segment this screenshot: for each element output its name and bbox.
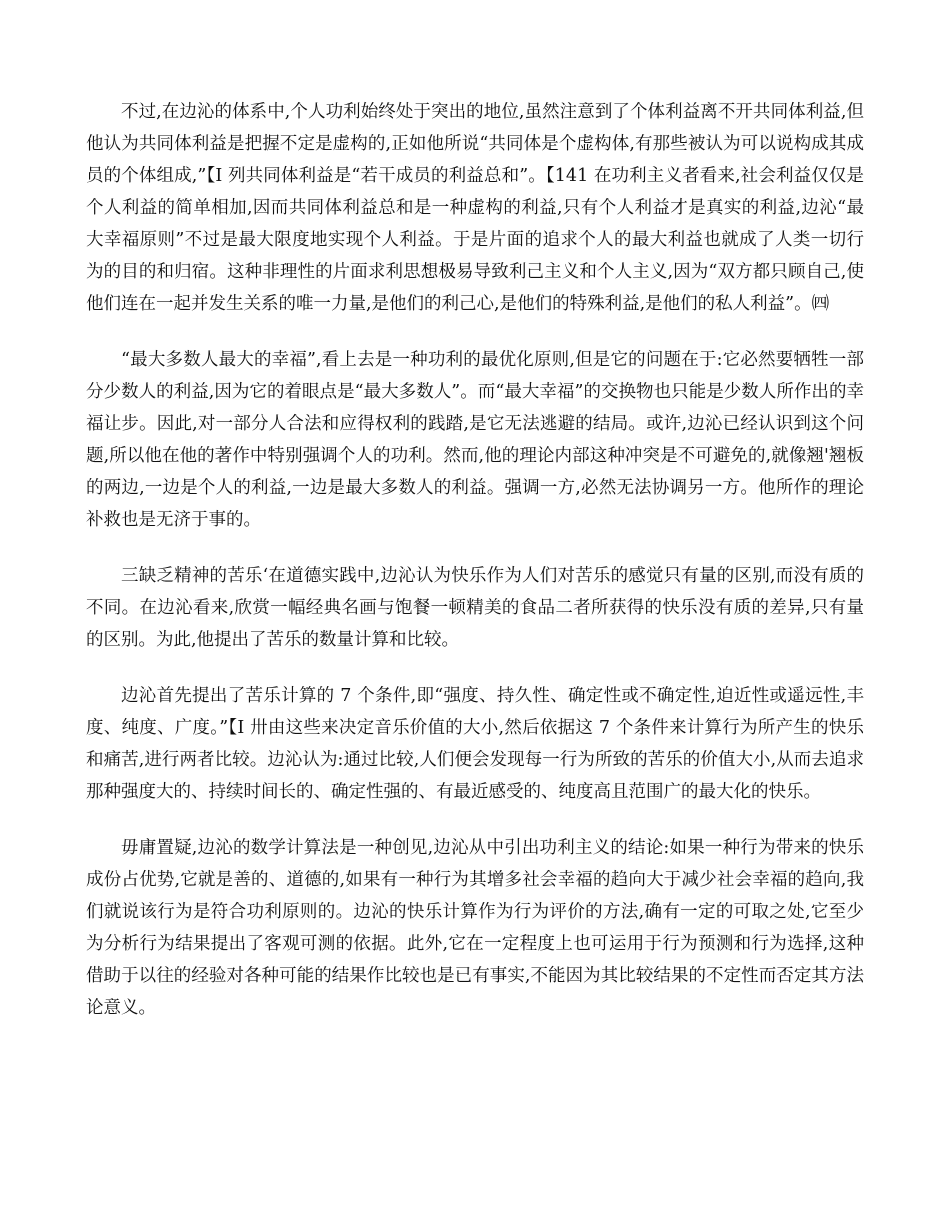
paragraph-individual-utility: 不过,在边沁的体系中,个人功利始终处于突出的地位,虽然注意到了个体利益离不开共同体利益,但他认为共同体利益是把握不定是虚构的,正如他所说“共同体是个虚构体,有那些被认为可以说构成其成员的个体组成,”【I 列共同体利益是“若干成员的利益总和”。【141 在功利主义者看来,社会利益仅仅是个人利益的简单相加,因而共同体利益总和是一种虚构的利益,只有个人利益才是真实的利益,边沁“最大幸福原则”不过是最大限度地实现个人利益。于是片面的追求个人的最大利益也就成了人类一切行为的目的和归宿。这种非理性的片面求利思想极易导致利己主义和个人主义,因为“双方都只顾自己,使他们连在一起并发生关系的唯一力量,是他们的利己心,是他们的特殊利益,是他们的私人利益”。㈣ (86, 102, 864, 314)
paragraph-spiritless-pleasure: 三缺乏精神的苦乐‘在道德实践中,边沁认为快乐作为人们对苦乐的感觉只有量的区别,而没有质的不同。在边沁看来,欣赏一幅经典名画与饱餐一顿精美的食品二者所获得的快乐没有质的差异,只有量的区别。为此,他提出了苦乐的数量计算和比较。 (86, 566, 864, 650)
document-page (86, 96, 864, 1048)
paragraph-hedonic-calculus: 边沁首先提出了苦乐计算的 7 个条件,即“强度、持久性、确定性或不确定性,迫近性或遥远性,丰度、纯度、广度。”【I 卅由这些来决定音乐价值的大小,然后依据这 7 个条件来计算行为所产生的快乐和痛苦,进行两者比较。边沁认为:通过比较,人们便会发现每一行为所致的苦乐的价值大小,从而去追求那种强度大的、持续时间长的、确定性强的、有最近感受的、纯度高且范围广的最大化的快乐。 (86, 686, 864, 802)
paragraph-evaluation: 毋庸置疑,边沁的数学计算法是一种创见,边沁从中引出功利主义的结论:如果一种行为带来的快乐成份占优势,它就是善的、道德的,如果有一种行为其增多社会幸福的趋向大于减少社会幸福的趋向,我们就说该行为是符合功利原则的。边沁的快乐计算作为行为评价的方法,确有一定的可取之处,它至少为分析行为结果提出了客观可测的依据。此外,它在一定程度上也可运用于行为预测和行为选择,这种借助于以往的经验对各种可能的结果作比较也是已有事实,不能因为其比较结果的不定性而否定其方法论意义。 (86, 838, 864, 1018)
paragraph-greatest-happiness: “最大多数人最大的幸福”,看上去是一种功利的最优化原则,但是它的问题在于:它必然要牺牲一部分少数人的利益,因为它的着眼点是“最大多数人”。而“最大幸福”的交换物也只能是少数人所作出的幸福让步。因此,对一部分人合法和应得权利的践踏,是它无法逃避的结局。或许,边沁已经认识到这个问题,所以他在他的著作中特别强调个人的功利。然而,他的理论内部这种冲突是不可避免的,就像翘'翘板的两边,一边是个人的利益,一边是最大多数人的利益。强调一方,必然无法协调另一方。他所作的理论补救也是无济于事的。 (86, 350, 864, 530)
